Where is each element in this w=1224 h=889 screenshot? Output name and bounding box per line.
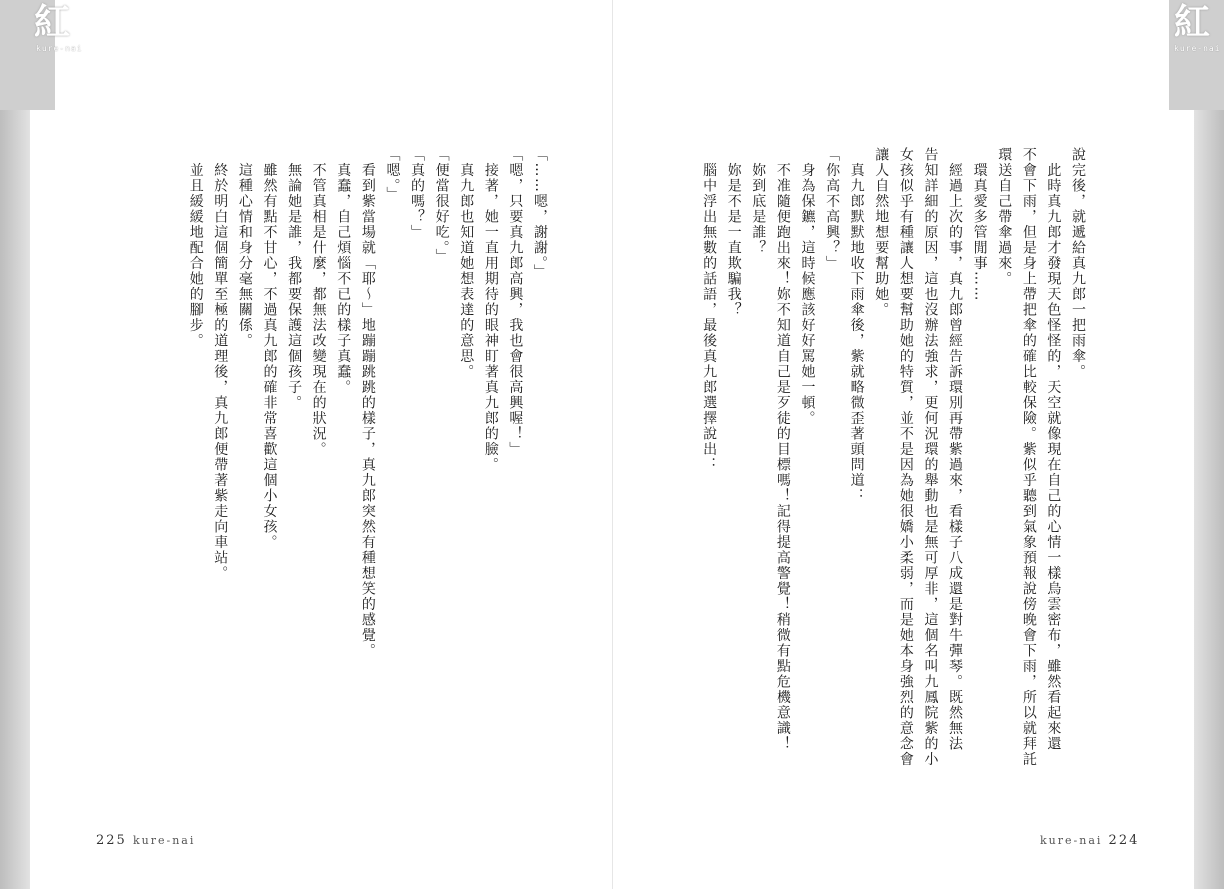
left-page-folio bbox=[96, 833, 195, 848]
right-running-title: kure-nai bbox=[1040, 834, 1103, 847]
left-logo-subtitle: kure-nai bbox=[36, 44, 83, 53]
left-running-title: kure-nai bbox=[132, 834, 196, 847]
page-gutter bbox=[612, 0, 613, 889]
right-page-edge-band bbox=[1194, 0, 1224, 889]
right-page-body-text: 說完後，就遞給真九郎一把雨傘。 此時真九郎才發現天色怪怪的，天空就像現在自己的心情一樣烏雲密布，雖然看起來還 不會下雨，但是身上帶把傘的確比較保險。紫似乎聽到氣象預報說傍晚會下雨，所以就拜託 環送自己帶傘過來。 環真愛多管閒事…… 經過上次的事，真九郎曾經告訴環別再帶紫過來，看樣子八成還是對牛彈琴。既然無法 告知詳細的原因，這也沒辦法強求，更何況環的舉動也是無可厚非，這個名叫九鳳院紫的小 女孩似乎有種讓人想要幫助她的特質，並不是因為她很嬌小柔弱，而是她本身強烈的意念會 讓人自然地想要幫助她。 真九郎默默地收下雨傘後，紫就略微歪著頭問道： 「你高不高興？」 身為保鑣，這時候應該好好罵她一頓。 不准隨便跑出來！妳不知道自己是歹徒的目標嗎！記得提高警覺！稍微有點危機意識！ 妳到底是誰？ 妳是不是一直欺騙我？ 腦中浮出無數的話語，最後真九郎選擇說出： bbox=[701, 147, 1086, 767]
right-page-number: 224 bbox=[1108, 833, 1140, 848]
left-page-edge-band bbox=[0, 0, 30, 889]
right-logo-glyph: 紅 bbox=[1174, 1, 1211, 43]
left-page-number: 225 bbox=[96, 833, 127, 848]
left-page-body-text: 「……嗯，謝謝。」 「嗯，只要真九郎高興，我也會很高興喔！」 接著，她一直用期待的眼神盯著真九郎的臉。 真九郎也知道她想表達的意思。 「便當很好吃。」 「真的嗎？」 「嗯。」 看到紫當場就「耶～」地蹦蹦跳跳的樣子，真九郎突然有種想笑的感覺。 真蠢，自己煩惱不已的樣子真蠢。 不管真相是什麼，都無法改變現在的狀況。 無論她是誰，我都要保護這個孩子。 雖然有點不甘心，不過真九郎的確非常喜歡這個小女孩。 這種心情和身分毫無關係。 終於明白這個簡單至極的道理後，真九郎便帶著紫走向車站。 並且緩緩地配合她的腳步。 bbox=[187, 147, 548, 659]
right-logo-subtitle: kure-nai bbox=[1174, 44, 1221, 53]
right-page-folio bbox=[1040, 833, 1139, 848]
left-logo-glyph: 紅 bbox=[34, 1, 71, 43]
